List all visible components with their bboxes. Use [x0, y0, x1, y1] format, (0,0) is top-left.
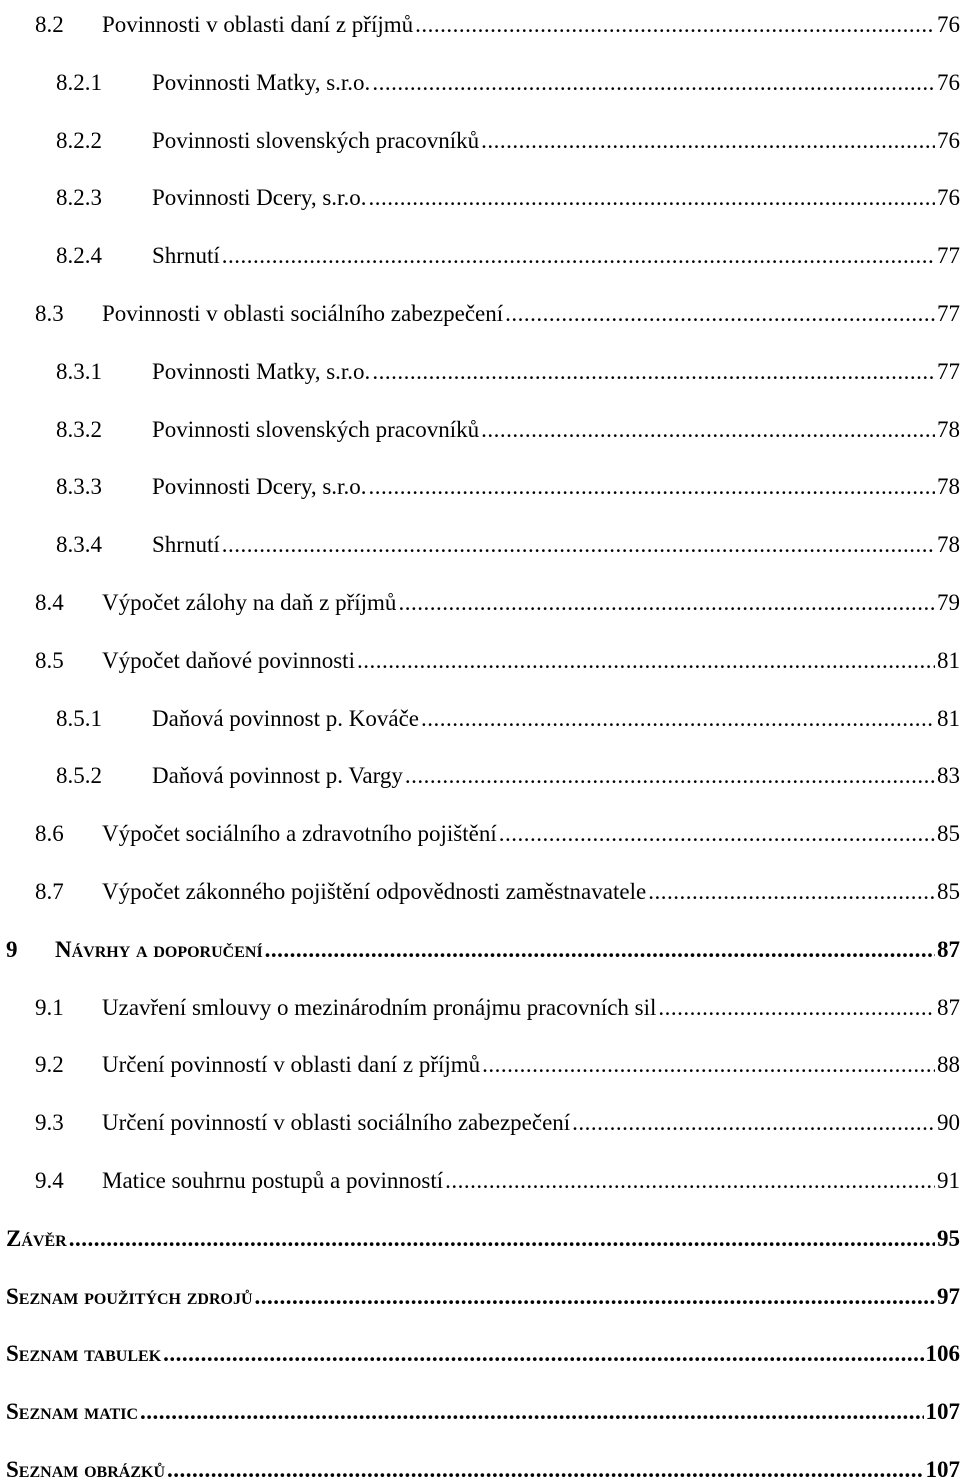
toc-entry-title: Návrhy a doporučení [55, 937, 263, 963]
toc-entry-number: 9.4 [35, 1168, 102, 1194]
toc-entry-number: 9.2 [35, 1052, 102, 1078]
toc-entry-page: 87 [937, 995, 960, 1021]
toc-entry-number: 8.2.1 [56, 70, 152, 96]
toc-entry[interactable] [0, 229, 960, 269]
toc-entry[interactable] [0, 56, 960, 96]
dot-leader [445, 1168, 935, 1194]
toc-entry[interactable] [0, 403, 960, 443]
toc-entry[interactable] [0, 749, 960, 789]
toc-entry-title: Určení povinností v oblasti daní z příjmů [102, 1052, 480, 1078]
toc-entry-title: Povinnosti Dcery, s.r.o. [152, 185, 366, 211]
toc-entry-page: 77 [937, 359, 960, 385]
toc-entry-title: Daňová povinnost p. Vargy [152, 763, 403, 789]
toc-entry[interactable] [0, 981, 960, 1021]
toc-entry-title: Matice souhrnu postupů a povinností [102, 1168, 443, 1194]
dot-leader [167, 1457, 924, 1483]
toc-entry-number: 8.2.2 [56, 128, 152, 154]
toc-entry-number: 8.3.2 [56, 417, 152, 443]
toc-entry-number: 8.3 [35, 301, 102, 327]
toc-entry-title: Výpočet daňové povinnosti [102, 648, 355, 674]
toc-entry-title: Povinnosti Matky, s.r.o. [152, 359, 370, 385]
toc-entry-title: Závěr [6, 1226, 67, 1252]
toc-entry-title: Povinnosti Dcery, s.r.o. [152, 474, 366, 500]
toc-entry-page: 87 [937, 937, 960, 963]
dot-leader [572, 1110, 935, 1136]
toc-entry-title: Seznam obrázků [6, 1457, 165, 1483]
dot-leader [163, 1341, 923, 1367]
dot-leader [140, 1399, 923, 1425]
dot-leader [481, 128, 935, 154]
toc-entry-page: 97 [937, 1284, 960, 1310]
toc-entry-page: 78 [937, 532, 960, 558]
toc-entry[interactable] [0, 1327, 960, 1367]
toc-entry-number: 8.3.4 [56, 532, 152, 558]
toc-entry-page: 76 [937, 185, 960, 211]
toc-entry[interactable] [0, 1154, 960, 1194]
toc-entry-title: Shrnutí [152, 532, 220, 558]
dot-leader [372, 359, 935, 385]
toc-entry[interactable] [0, 923, 960, 963]
toc-entry-title: Výpočet zálohy na daň z příjmů [102, 590, 396, 616]
toc-entry[interactable] [0, 1212, 960, 1252]
dot-leader [368, 185, 935, 211]
dot-leader [421, 706, 935, 732]
dot-leader [357, 648, 935, 674]
toc-entry-page: 95 [937, 1226, 960, 1252]
toc-entry-page: 90 [937, 1110, 960, 1136]
toc-entry-page: 81 [937, 648, 960, 674]
dot-leader [415, 12, 935, 38]
toc-entry-title: Seznam použitých zdrojů [6, 1284, 253, 1310]
toc-entry-page: 77 [937, 243, 960, 269]
toc-entry-page: 85 [937, 821, 960, 847]
toc-entry[interactable] [0, 1385, 960, 1425]
dot-leader [69, 1226, 935, 1252]
toc-entry-page: 88 [937, 1052, 960, 1078]
toc-entry-number: 8.2.4 [56, 243, 152, 269]
toc-entry[interactable] [0, 114, 960, 154]
toc-entry-title: Povinnosti v oblasti daní z příjmů [102, 12, 413, 38]
toc-entry[interactable] [0, 807, 960, 847]
toc-entry-title: Povinnosti Matky, s.r.o. [152, 70, 370, 96]
dot-leader [398, 590, 935, 616]
toc-entry[interactable] [0, 1038, 960, 1078]
toc-entry-page: 77 [937, 301, 960, 327]
toc-entry-page: 107 [926, 1457, 960, 1483]
toc-entry[interactable] [0, 1270, 960, 1310]
toc-entry-title: Výpočet zákonného pojištění odpovědnosti zaměstnavatele [102, 879, 646, 905]
dot-leader [482, 1052, 935, 1078]
dot-leader [372, 70, 935, 96]
dot-leader [658, 995, 935, 1021]
toc-entry-title: Seznam matic [6, 1399, 138, 1425]
toc-entry-title: Určení povinností v oblasti sociálního zabezpečení [102, 1110, 570, 1136]
toc-entry[interactable] [0, 634, 960, 674]
dot-leader [265, 937, 935, 963]
toc-entry-number: 8.7 [35, 879, 102, 905]
toc-entry[interactable] [0, 576, 960, 616]
toc-entry-number: 8.3.1 [56, 359, 152, 385]
toc-entry-title: Povinnosti slovenských pracovníků [152, 417, 479, 443]
toc-entry-title: Povinnosti v oblasti sociálního zabezpečení [102, 301, 503, 327]
toc-entry-title: Uzavření smlouvy o mezinárodním pronájmu pracovních sil [102, 995, 656, 1021]
toc-entry-number: 9.3 [35, 1110, 102, 1136]
toc-entry-number: 8.2 [35, 12, 102, 38]
dot-leader [255, 1284, 935, 1310]
toc-entry-number: 9.1 [35, 995, 102, 1021]
dot-leader [405, 763, 935, 789]
toc-entry-title: Daňová povinnost p. Kováče [152, 706, 419, 732]
toc-entry-page: 76 [937, 70, 960, 96]
toc-entry-number: 8.2.3 [56, 185, 152, 211]
toc-entry-page: 76 [937, 12, 960, 38]
toc-entry-page: 78 [937, 417, 960, 443]
toc-entry[interactable] [0, 1096, 960, 1136]
toc-entry-page: 76 [937, 128, 960, 154]
toc-entry-title: Shrnutí [152, 243, 220, 269]
toc-entry-page: 83 [937, 763, 960, 789]
dot-leader [481, 417, 935, 443]
toc-entry-page: 91 [937, 1168, 960, 1194]
toc-entry-page: 106 [926, 1341, 960, 1367]
toc-entry-number: 8.3.3 [56, 474, 152, 500]
toc-entry-page: 81 [937, 706, 960, 732]
dot-leader [505, 301, 935, 327]
toc-entry-page: 78 [937, 474, 960, 500]
toc-entry-title: Povinnosti slovenských pracovníků [152, 128, 479, 154]
toc-entry[interactable] [0, 460, 960, 500]
dot-leader [222, 532, 935, 558]
toc-entry-title: Výpočet sociálního a zdravotního pojištění [102, 821, 497, 847]
toc-entry[interactable] [0, 692, 960, 732]
toc-entry-number: 8.5.1 [56, 706, 152, 732]
toc-entry[interactable] [0, 1443, 960, 1483]
dot-leader [648, 879, 935, 905]
toc-entry-number: 8.4 [35, 590, 102, 616]
dot-leader [368, 474, 935, 500]
toc-entry-title: Seznam tabulek [6, 1341, 161, 1367]
toc-entry[interactable] [0, 171, 960, 211]
dot-leader [222, 243, 935, 269]
dot-leader [499, 821, 935, 847]
toc-entry-number: 8.5 [35, 648, 102, 674]
toc-entry-page: 85 [937, 879, 960, 905]
toc-entry[interactable] [0, 345, 960, 385]
toc-entry-page: 107 [926, 1399, 960, 1425]
toc-entry-number: 8.5.2 [56, 763, 152, 789]
toc-entry-page: 79 [937, 590, 960, 616]
toc-entry[interactable] [0, 865, 960, 905]
toc-entry[interactable] [0, 0, 960, 38]
toc-entry-number: 9 [6, 937, 55, 963]
toc-entry-number: 8.6 [35, 821, 102, 847]
toc-entry[interactable] [0, 287, 960, 327]
toc-entry[interactable] [0, 518, 960, 558]
